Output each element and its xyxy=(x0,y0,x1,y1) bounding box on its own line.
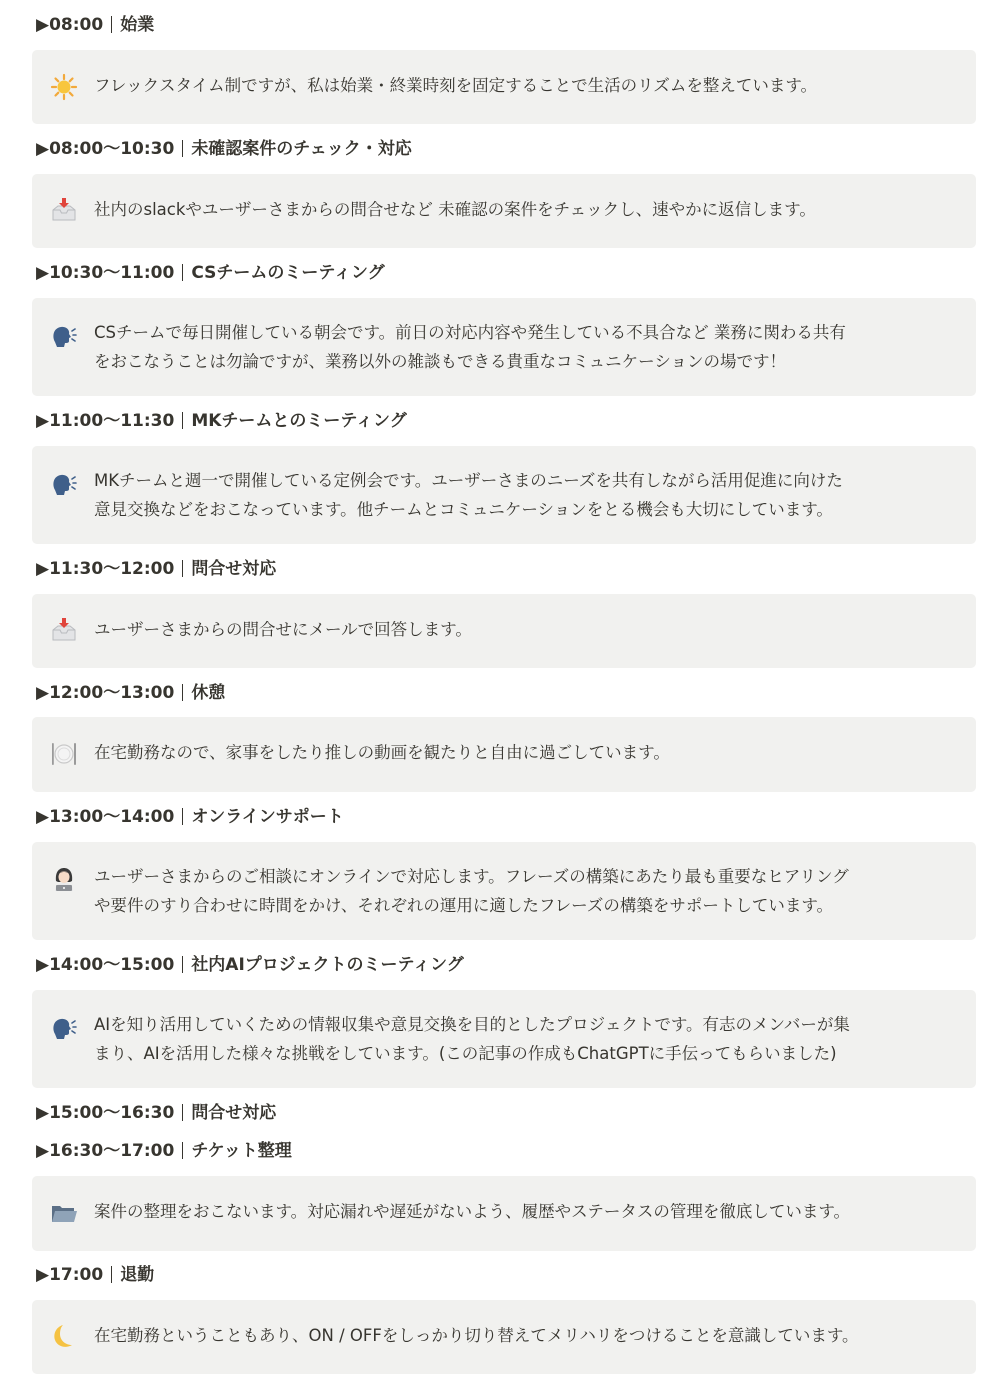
speaking-head-icon xyxy=(50,470,78,498)
schedule-heading xyxy=(36,953,464,977)
callout-box xyxy=(32,446,976,544)
text-line: ユーザーさまからの問合せにメールで回答します。 xyxy=(94,620,472,639)
play-triangle-icon: ▶ xyxy=(36,807,50,827)
callout-box xyxy=(32,1300,976,1374)
play-triangle-icon: ▶ xyxy=(36,559,50,579)
text-line: まり、AIを活用した様々な挑戦をしています。(この記事の作成もChatGPTに手伝ってもらいました) xyxy=(94,1044,837,1063)
activity-title: 未確認案件のチェック・対応 xyxy=(191,139,412,159)
time-label: 14:00〜15:00 xyxy=(49,955,175,975)
callout-text xyxy=(94,1197,954,1226)
schedule-heading xyxy=(36,13,154,37)
callout-text xyxy=(94,466,954,524)
callout-text xyxy=(94,71,954,100)
text-line: 在宅勤務ということもあり、ON / OFFをしっかり切り替えてメリハリをつけることを意識しています。 xyxy=(94,1326,859,1345)
callout-text xyxy=(94,862,954,920)
divider xyxy=(182,412,183,429)
play-triangle-icon: ▶ xyxy=(36,683,50,703)
callout-box xyxy=(32,842,976,940)
activity-title: 始業 xyxy=(120,15,155,35)
activity-title: 退勤 xyxy=(120,1265,155,1285)
divider xyxy=(182,264,183,281)
activity-title: 休憩 xyxy=(191,683,226,703)
callout-text xyxy=(94,615,954,644)
play-triangle-icon: ▶ xyxy=(36,1265,50,1285)
divider xyxy=(182,684,183,701)
inbox-tray-icon xyxy=(50,196,78,224)
divider xyxy=(182,560,183,577)
text-line: 意見交換などをおこなっています。他チームとコミュニケーションをとる機会も大切にしています。 xyxy=(94,500,833,519)
time-label: 11:30〜12:00 xyxy=(49,559,175,579)
callout-box xyxy=(32,174,976,248)
sun-icon xyxy=(50,73,78,101)
technologist-icon xyxy=(50,865,78,893)
schedule-heading xyxy=(36,1263,154,1287)
callout-box xyxy=(32,298,976,396)
text-line: AIを知り活用していくための情報収集や意見交換を目的としたプロジェクトです。有志のメンバーが集 xyxy=(94,1015,850,1034)
divider xyxy=(182,956,183,973)
activity-title: チケット整理 xyxy=(191,1141,292,1161)
callout-box xyxy=(32,990,976,1088)
divider xyxy=(111,16,112,33)
callout-box xyxy=(32,717,976,792)
time-label: 11:00〜11:30 xyxy=(49,411,175,431)
schedule-heading xyxy=(36,681,225,705)
play-triangle-icon: ▶ xyxy=(36,139,50,159)
activity-title: 問合せ対応 xyxy=(191,1103,277,1123)
divider xyxy=(111,1266,112,1283)
time-label: 08:00〜10:30 xyxy=(49,139,175,159)
fork-knife-plate-icon xyxy=(50,740,78,768)
schedule-heading xyxy=(36,1101,276,1125)
activity-title: 問合せ対応 xyxy=(191,559,277,579)
callout-box xyxy=(32,594,976,668)
speaking-head-icon xyxy=(50,1014,78,1042)
time-label: 16:30〜17:00 xyxy=(49,1141,175,1161)
time-label: 12:00〜13:00 xyxy=(49,683,175,703)
divider xyxy=(182,808,183,825)
divider xyxy=(182,1142,183,1159)
schedule-heading xyxy=(36,261,385,285)
play-triangle-icon: ▶ xyxy=(36,1103,50,1123)
time-label: 17:00 xyxy=(49,1265,104,1285)
activity-title: 社内AIプロジェクトのミーティング xyxy=(191,955,464,975)
text-line: ユーザーさまからのご相談にオンラインで対応します。フレーズの構築にあたり最も重要なヒアリング xyxy=(94,867,849,886)
callout-text xyxy=(94,1321,954,1350)
activity-title: オンラインサポート xyxy=(191,807,344,827)
callout-text xyxy=(94,1010,954,1068)
play-triangle-icon: ▶ xyxy=(36,15,50,35)
play-triangle-icon: ▶ xyxy=(36,411,50,431)
activity-title: CSチームのミーティング xyxy=(191,263,385,283)
time-label: 13:00〜14:00 xyxy=(49,807,175,827)
play-triangle-icon: ▶ xyxy=(36,1141,50,1161)
text-line: 案件の整理をおこないます。対応漏れや遅延がないよう、履歴やステータスの管理を徹底しています。 xyxy=(94,1202,851,1221)
callout-text xyxy=(94,738,954,767)
text-line: MKチームと週一で開催している定例会です。ユーザーさまのニーズを共有しながら活用促進に向けた xyxy=(94,471,843,490)
text-line: 社内のslackやユーザーさまからの問合せなど 未確認の案件をチェックし、速やかに返信します。 xyxy=(94,200,816,219)
play-triangle-icon: ▶ xyxy=(36,955,50,975)
divider xyxy=(182,140,183,157)
callout-text xyxy=(94,195,954,224)
folder-icon xyxy=(50,1199,78,1227)
text-line: CSチームで毎日開催している朝会です。前日の対応内容や発生している不具合など 業務に関わる共有 xyxy=(94,323,846,342)
inbox-tray-icon xyxy=(50,616,78,644)
play-triangle-icon: ▶ xyxy=(36,263,50,283)
divider xyxy=(182,1104,183,1121)
text-line: や要件のすり合わせに時間をかけ、それぞれの運用に適したフレーズの構築をサポートしています。 xyxy=(94,896,834,915)
callout-text xyxy=(94,318,954,376)
text-line: 在宅勤務なので、家事をしたり推しの動画を観たりと自由に過ごしています。 xyxy=(94,743,670,762)
text-line: フレックスタイム制ですが、私は始業・終業時刻を固定することで生活のリズムを整えています。 xyxy=(94,76,818,95)
schedule-heading xyxy=(36,557,276,581)
schedule-heading xyxy=(36,805,344,829)
text-line: をおこなうことは勿論ですが、業務以外の雑談もできる貴重なコミュニケーションの場です！ xyxy=(94,352,787,371)
time-label: 15:00〜16:30 xyxy=(49,1103,175,1123)
time-label: 10:30〜11:00 xyxy=(49,263,175,283)
activity-title: MKチームとのミーティング xyxy=(191,411,407,431)
callout-box xyxy=(32,50,976,124)
time-label: 08:00 xyxy=(49,15,104,35)
speaking-head-icon xyxy=(50,322,78,350)
crescent-moon-icon xyxy=(50,1322,78,1350)
schedule-heading xyxy=(36,1139,292,1163)
schedule-heading xyxy=(36,409,407,433)
callout-box xyxy=(32,1176,976,1251)
schedule-heading xyxy=(36,137,412,161)
